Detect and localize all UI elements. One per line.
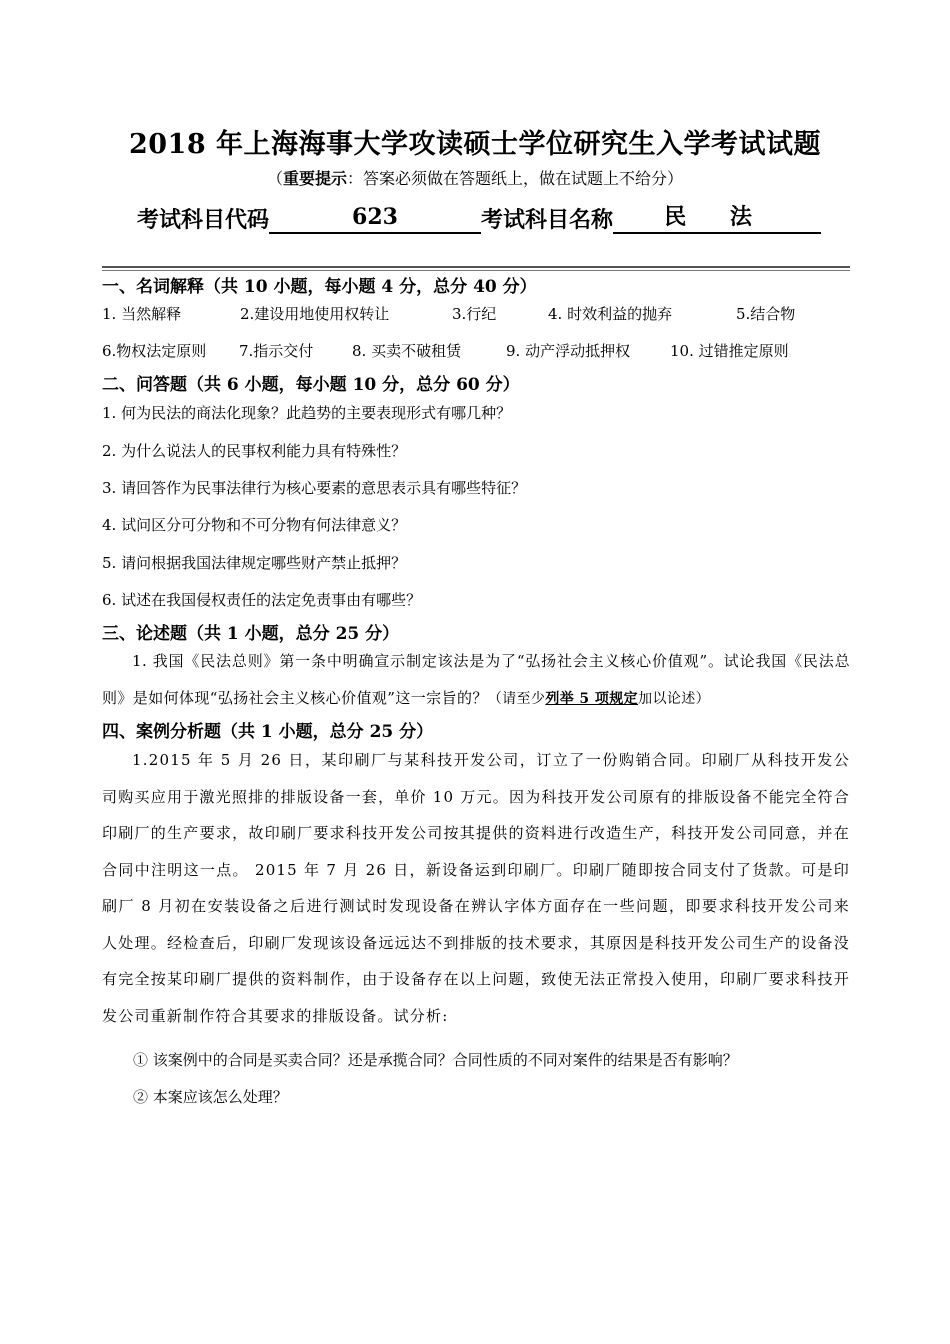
essay-hint-open: （请至少: [487, 690, 546, 707]
subject-code-label: 考试科目代码: [137, 207, 270, 233]
term-item: 4. 时效利益的抛弃: [548, 305, 673, 323]
term-item: 5.结合物: [736, 305, 796, 323]
header-divider: [102, 266, 850, 268]
essay-question-text: 1. 我国《民法总则》第一条中明确宣示制定该法是为了“弘扬社会主义核心价值观”。试论我国《民法总则》是如何体现“弘扬社会主义核心价值观”这一宗旨的？: [102, 652, 850, 707]
term-item: 1. 当然解释: [102, 305, 182, 323]
notice-rest: ：答案必须做在答题纸上，做在试题上不给分）: [347, 169, 684, 188]
question-item: 2. 为什么说法人的民事权利能力具有特殊性？: [102, 442, 407, 460]
section4-heading: 四、案例分析题（共 1 小题，总分 25 分）: [102, 722, 434, 742]
notice-open: （: [266, 169, 283, 188]
case-sub-question: ① 该案例中的合同是买卖合同？还是承揽合同？合同性质的不同对案件的结果是否有影响？: [133, 1051, 738, 1069]
important-notice: [0, 166, 950, 189]
section3-heading: 三、论述题（共 1 小题，总分 25 分）: [102, 624, 400, 644]
question-item: 4. 试问区分可分物和不可分物有何法律意义？: [102, 516, 407, 534]
subject-code-value: 623: [269, 202, 481, 234]
term-item: 6.物权法定原则: [102, 342, 207, 360]
question-item: 3. 请回答作为民事法律行为核心要素的意思表示具有哪些特征？: [102, 479, 527, 497]
essay-hint-close: 加以论述）: [638, 690, 711, 707]
question-item: 5. 请问根据我国法律规定哪些财产禁止抵押？: [102, 554, 407, 572]
term-item: 2.建设用地使用权转让: [240, 305, 390, 323]
case-text: 1.2015 年 5 月 26 日，某印刷厂与某科技开发公司，订立了一份购销合同。印刷厂从科技开发公司购买应用于激光照排的排版设备一套，单价 10 万元。因为科技开发公司原有的排版设备不能完全符合印刷厂的生产要求，故印刷厂要求科技开发公司按其提供的资料进行改造生产，科技开发公司同意，并在合同中注明这一点。 2015 年 7 月 26 日，新设备运到印刷厂。印刷厂随即按合同支付了货款。可是印刷厂 8 月初在安装设备之后进行测试时发现设备在辨认字体方面存在一些问题，即要求科技开发公司来人处理。经检查后，印刷厂发现该设备远远达不到排版的技术要求，其原因是科技开发公司生产的设备没有完全按某印刷厂提供的资料制作，由于设备存在以上问题，致使无法正常投入使用，印刷厂要求科技开发公司重新制作符合其要求的排版设备。试分析:: [102, 751, 850, 1025]
section1-heading: 一、名词解释（共 10 小题，每小题 4 分，总分 40 分）: [102, 277, 537, 297]
notice-bold: 重要提示: [282, 169, 347, 188]
term-item: 10. 过错推定原则: [670, 342, 789, 360]
essay-hint-strong: 列举 5 项规定: [545, 690, 639, 707]
term-item: 9. 动产浮动抵押权: [506, 342, 631, 360]
question-item: 6. 试述在我国侵权责任的法定免责事由有哪些？: [102, 591, 422, 609]
case-sub-question: ② 本案应该怎么处理？: [133, 1088, 288, 1106]
header-divider-thin: [102, 270, 850, 271]
subject-info-row: [137, 198, 821, 234]
essay-question: [102, 643, 850, 717]
exam-title: 2018 年上海海事大学攻读硕士学位研究生入学考试试题: [128, 129, 822, 160]
subject-name-value: 民 法: [613, 202, 821, 234]
term-item: 8. 买卖不破租赁: [352, 342, 462, 360]
subject-name-label: 考试科目名称: [481, 207, 614, 233]
section2-heading: 二、问答题（共 6 小题，每小题 10 分，总分 60 分）: [102, 375, 520, 395]
question-item: 1. 何为民法的商法化现象？此趋势的主要表现形式有哪几种？: [102, 404, 512, 422]
term-item: 7.指示交付: [239, 342, 314, 360]
term-item: 3.行纪: [452, 305, 497, 323]
